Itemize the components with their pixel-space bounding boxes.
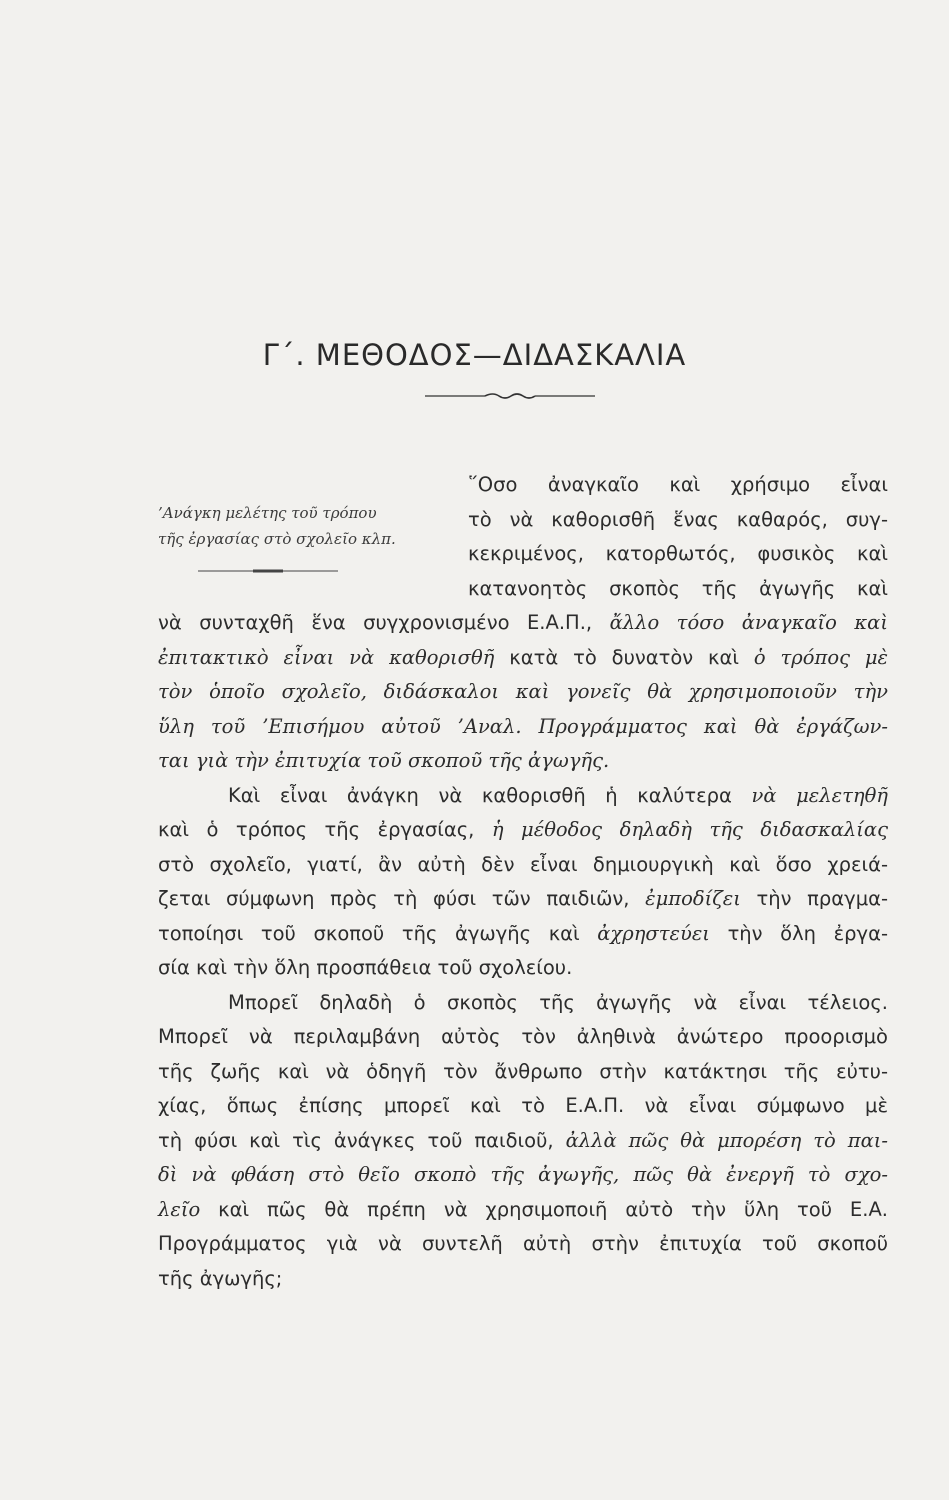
- text-line: Καὶ εἶναι ἀνάγκη νὰ καθορισθῆ ἡ καλύτερα νὰ μελετηθῆ: [228, 783, 888, 807]
- text-line: κεκριμένος, κατορθωτός, φυσικὸς καὶ: [468, 542, 888, 565]
- text-line: καὶ ὁ τρόπος τῆς ἐργασίας, ἡ μέθοδος δηλαδὴ τῆς διδασκαλίας: [158, 818, 889, 841]
- text-line: Προγράμματος γιὰ νὰ συντελῆ αὐτὴ στὴν ἐπιτυχία τοῦ σκοποῦ: [158, 1232, 888, 1255]
- text-line: ἐπιτακτικὸ εἶναι νὰ καθορισθῆ κατὰ τὸ δυνατὸν καὶ ὁ τρόπος μὲ: [158, 645, 889, 669]
- text-line: τῆς ζωῆς καὶ νὰ ὁδηγῆ τὸν ἄνθρωπο στὴν κατάκτησι τῆς εὐτυ-: [158, 1059, 888, 1083]
- text-line: τὴ φύσι καὶ τὶς ἀνάγκες τοῦ παιδιοῦ, ἀλλὰ πῶς θὰ μπορέση τὸ παι-: [158, 1128, 888, 1152]
- text-line: τὸν ὁποῖο σχολεῖο, διδάσκαλοι καὶ γονεῖς θὰ χρησιμοποιοῦν τὴν: [158, 680, 888, 703]
- text-line: ὕλη τοῦ ’Επισήμου αὐτοῦ ’Αναλ. Προγράμματος καὶ θὰ ἐργάζων-: [158, 714, 888, 738]
- text-line: δὶ νὰ φθάση στὸ θεῖο σκοπὸ τῆς ἀγωγῆς, πῶς θὰ ἐνεργῆ τὸ σχο-: [158, 1163, 888, 1186]
- text-line: τὸ νὰ καθορισθῆ ἕνας καθαρός, συγ-: [468, 507, 888, 531]
- body-text: [158, 468, 888, 1296]
- text-line: ται γιὰ τὴν ἐπιτυχία τοῦ σκοποῦ τῆς ἀγωγῆς.: [158, 749, 610, 772]
- text-line: νὰ συνταχθῆ ἕνα συγχρονισμένο Ε.Α.Π., ἄλλο τόσο ἀναγκαῖο καὶ: [158, 611, 888, 634]
- text-line: ζεται σύμφωνη πρὸς τὴ φύσι τῶν παιδιῶν, ἐμποδίζει τὴν πραγμα-: [158, 887, 888, 910]
- text-line: ῞Οσο ἀναγκαῖο καὶ χρήσιμο εἶναι: [468, 473, 888, 496]
- text-line: Μπορεῖ νὰ περιλαμβάνη αὐτὸς τὸν ἀληθινὰ ἀνώτερο προορισμὸ: [158, 1025, 888, 1048]
- chapter-title: Γ΄. ΜΕΘΟΔΟΣ—ΔΙΔΑΣΚΑΛΙΑ: [262, 338, 687, 372]
- margin-note-line-1: ’Ανάγκη μελέτης τοῦ τρόπου: [158, 504, 377, 522]
- text-line: σία καὶ τὴν ὅλη προσπάθεια τοῦ σχολείου.: [158, 956, 573, 979]
- text-line: λεῖο καὶ πῶς θὰ πρέπη νὰ χρησιμοποιῆ αὐτὸ τὴν ὕλη τοῦ Ε.Α.: [158, 1197, 888, 1221]
- text-line: κατανοητὸς σκοπὸς τῆς ἀγωγῆς καὶ: [468, 576, 888, 600]
- title-ornament: [425, 391, 595, 401]
- margin-note-line-2: τῆς ἐργασίας στὸ σχολεῖο κλπ.: [158, 530, 396, 548]
- text-line: Μπορεῖ δηλαδὴ ὁ σκοπὸς τῆς ἀγωγῆς νὰ εἶναι τέλειος.: [228, 990, 888, 1014]
- text-line: τῆς ἀγωγῆς;: [158, 1266, 283, 1290]
- text-line: τοποίησι τοῦ σκοποῦ τῆς ἀγωγῆς καὶ ἀχρηστεύει τὴν ὅλη ἐργα-: [158, 921, 888, 945]
- text-line: στὸ σχολεῖο, γιατί, ἂν αὐτὴ δὲν εἶναι δημιουργικὴ καὶ ὅσο χρειά-: [158, 852, 888, 876]
- text-line: χίας, ὅπως ἐπίσης μπορεῖ καὶ τὸ Ε.Α.Π. νὰ εἶναι σύμφωνο μὲ: [158, 1094, 888, 1117]
